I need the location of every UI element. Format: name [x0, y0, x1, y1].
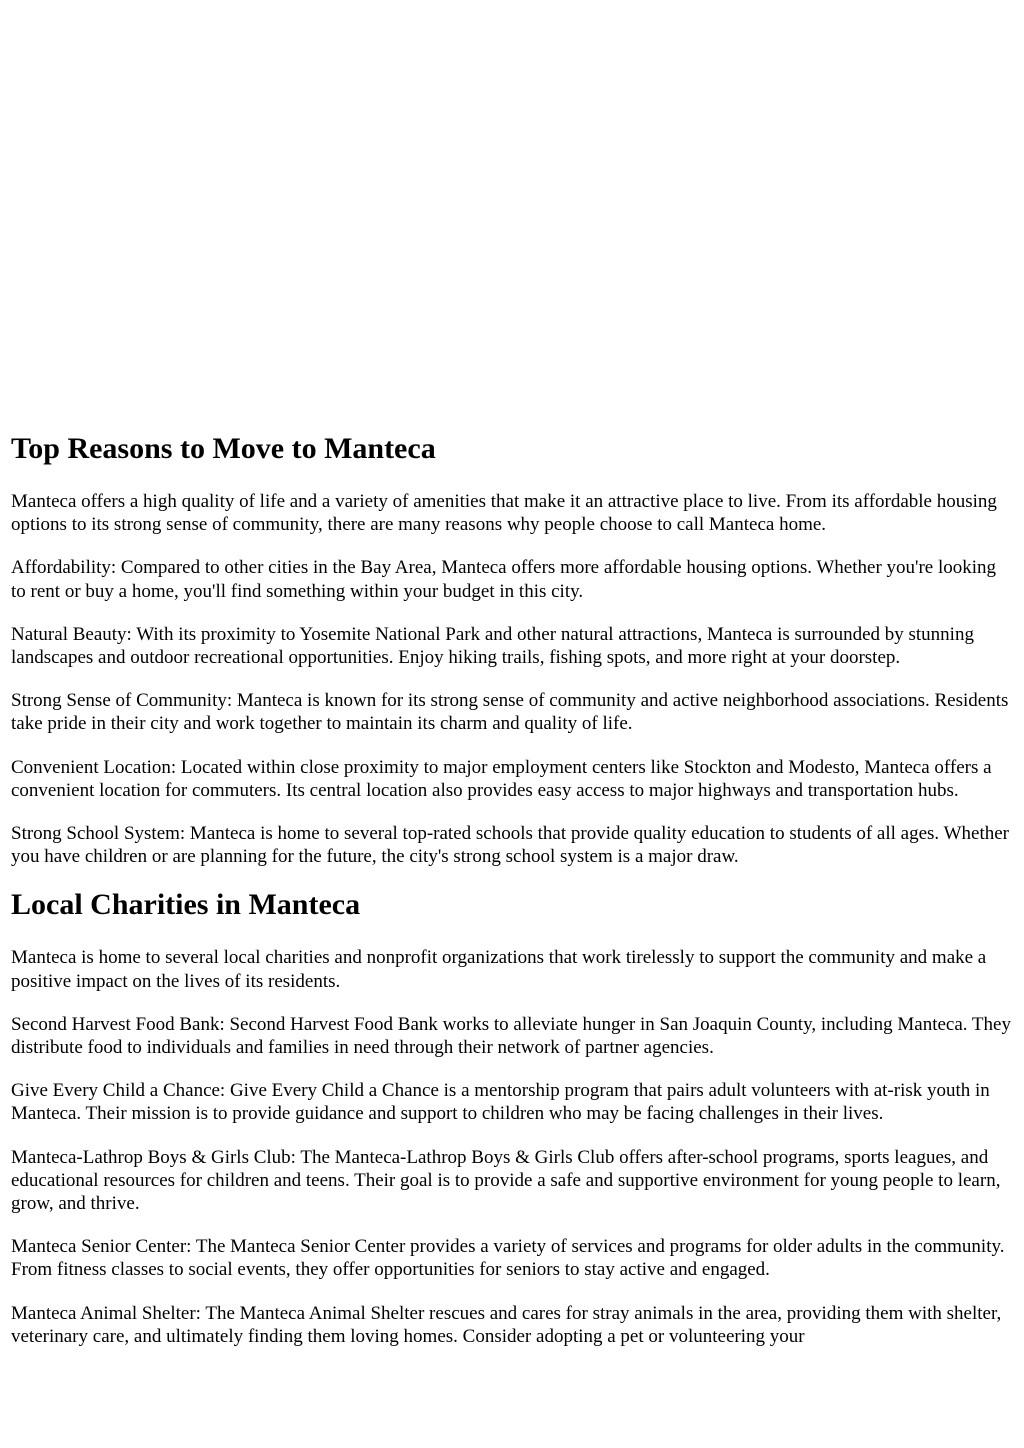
section-heading-local-charities: Local Charities in Manteca [11, 888, 361, 922]
paragraph-affordability: Affordability: Compared to other cities in the Bay Area, Manteca offers more affordable housing options. Whether you're looking to rent or buy a home, you'll find something within your budget in this city. [11, 557, 997, 602]
intro-paragraph: Manteca offers a high quality of life and a variety of amenities that make it an attractive place to live. From its affordable housing options to its strong sense of community, there are many reasons why people choose to call Manteca home. [11, 491, 997, 536]
paragraph-food-bank: Second Harvest Food Bank: Second Harvest Food Bank works to alleviate hunger in San Joaquin County, including Manteca. They distribute food to individuals and families in need through their network of partner agencies. [11, 1013, 1011, 1059]
paragraph-every-child: Give Every Child a Chance: Give Every Child a Chance is a mentorship program that pairs adult volunteers with at-risk youth in Manteca. Their mission is to provide guidance and support to children who may be facing challenges in their lives. [11, 1080, 990, 1125]
article-content [0, 432, 1024, 1348]
blank-header-area [0, 0, 1024, 420]
section-local-charities [11, 888, 1014, 1348]
charities-intro-paragraph: Manteca is home to several local charities and nonprofit organizations that work tirelessly to support the community and make a positive impact on the lives of its residents. [11, 947, 987, 992]
paragraph-senior-center: Manteca Senior Center: The Manteca Senior Center provides a variety of services and programs for older adults in the community. From fitness classes to social events, they offer opportunities for seniors to stay active and engaged. [11, 1236, 1005, 1281]
paragraph-community: Strong Sense of Community: Manteca is known for its strong sense of community and active neighborhood associations. Residents take pride in their city and work together to maintain its charm and quality of life. [11, 690, 1009, 735]
paragraph-animal-shelter: Manteca Animal Shelter: The Manteca Animal Shelter rescues and cares for stray animals in the area, providing them with shelter, veterinary care, and ultimately finding them loving homes. Consider adopting a pet or volunteering your [11, 1302, 1002, 1347]
paragraph-schools: Strong School System: Manteca is home to several top-rated schools that provide quality education to students of all ages. Whether you have children or are planning for the future, the city's strong school system is a major draw. [11, 823, 1009, 868]
section-heading-top-reasons: Top Reasons to Move to Manteca [11, 432, 436, 465]
paragraph-boys-girls-club: Manteca-Lathrop Boys & Girls Club: The Manteca-Lathrop Boys & Girls Club offers after-school programs, sports leagues, and educational resources for children and teens. Their goal is to provide a safe and supportive environment for young people to learn, grow, and thrive. [11, 1146, 1001, 1215]
paragraph-natural-beauty: Natural Beauty: With its proximity to Yosemite National Park and other natural attractions, Manteca is surrounded by stunning landscapes and outdoor recreational opportunities. Enjoy hiking trails, fishing spots, and more right at your doorstep. [11, 623, 974, 669]
paragraph-location: Convenient Location: Located within close proximity to major employment centers like Stockton and Modesto, Manteca offers a convenient location for commuters. Its central location also provides easy access to major highways and transportation hubs. [11, 756, 992, 801]
section-top-reasons [11, 432, 1014, 868]
